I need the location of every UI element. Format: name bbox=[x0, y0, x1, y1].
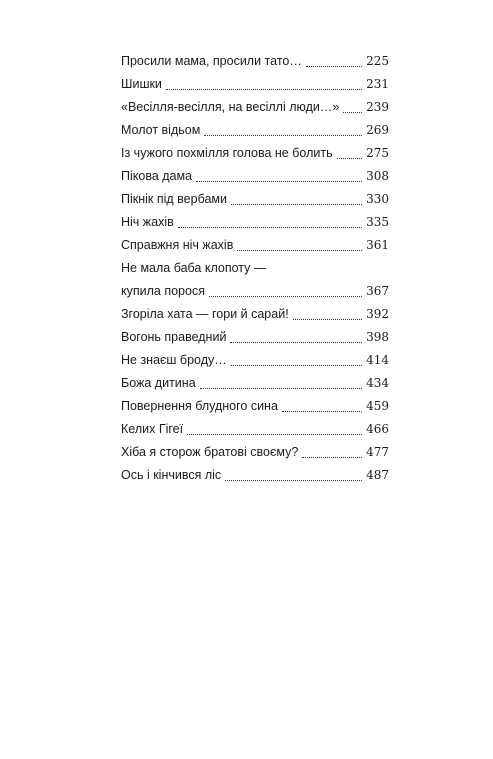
toc-entry bbox=[121, 326, 389, 349]
toc-entry-page: 434 bbox=[366, 376, 389, 390]
toc-entry-page: 414 bbox=[366, 353, 389, 367]
toc-entry-page: 361 bbox=[366, 238, 389, 252]
toc-entry bbox=[121, 303, 389, 326]
toc-entry-second-line bbox=[121, 280, 389, 303]
toc-entry-title: Пікова дама bbox=[121, 169, 193, 183]
toc-entry-page: 330 bbox=[366, 192, 389, 206]
dot-leader bbox=[178, 227, 362, 228]
dot-leader bbox=[166, 89, 362, 90]
toc-entry-title: Шишки bbox=[121, 77, 162, 91]
toc-entry bbox=[121, 349, 389, 372]
dot-leader bbox=[302, 457, 362, 458]
toc-entry bbox=[121, 372, 389, 395]
toc-entry bbox=[121, 441, 389, 464]
toc-entry bbox=[121, 50, 389, 73]
toc-entry-title: Вогонь праведний bbox=[121, 330, 227, 344]
toc-entry-title: Хіба я сторож братові своєму? bbox=[121, 445, 299, 459]
toc-entry-page: 308 bbox=[366, 169, 389, 183]
toc-entry-title: Молот відьом bbox=[121, 123, 201, 137]
toc-entry-title: Пікнік під вербами bbox=[121, 192, 227, 206]
dot-leader bbox=[343, 112, 362, 113]
toc-entry-page: 269 bbox=[366, 123, 389, 137]
toc-entry-title: Ось і кінчився ліс bbox=[121, 468, 222, 482]
dot-leader bbox=[200, 388, 362, 389]
toc-entry bbox=[121, 395, 389, 418]
toc-entry-title: Згоріла хата — гори й сарай! bbox=[121, 307, 289, 321]
toc-entry-page: 459 bbox=[366, 399, 389, 413]
toc-entry-page: 275 bbox=[366, 146, 389, 160]
toc-entry bbox=[121, 96, 389, 119]
dot-leader bbox=[196, 181, 362, 182]
dot-leader bbox=[306, 66, 362, 67]
toc-entry-title: Ніч жахів bbox=[121, 215, 174, 229]
dot-leader bbox=[293, 319, 362, 320]
dot-leader bbox=[231, 365, 362, 366]
toc-entry-title-continued: купила порося bbox=[121, 284, 205, 298]
toc-entry bbox=[121, 119, 389, 142]
toc-entry-title: Справжня ніч жахів bbox=[121, 238, 234, 252]
toc-entry bbox=[121, 188, 389, 211]
toc-entry-title: Просили мама, просили тато… bbox=[121, 54, 302, 68]
toc-entry bbox=[121, 211, 389, 234]
dot-leader bbox=[230, 342, 362, 343]
dot-leader bbox=[282, 411, 362, 412]
toc-entry-title: «Весілля-весілля, на весіллі люди…» bbox=[121, 100, 340, 114]
toc-entry-first-line bbox=[121, 257, 389, 280]
toc-entry bbox=[121, 165, 389, 188]
toc-entry-title: Із чужого похмілля голова не болить bbox=[121, 146, 333, 160]
dot-leader bbox=[231, 204, 362, 205]
toc-entry-page: 367 bbox=[366, 284, 389, 298]
toc-entry-page: 239 bbox=[366, 100, 389, 114]
toc-entry-page: 398 bbox=[366, 330, 389, 344]
toc-entry-page: 335 bbox=[366, 215, 389, 229]
dot-leader bbox=[187, 434, 362, 435]
toc-entry-title: Не знаєш броду… bbox=[121, 353, 227, 367]
toc-entry bbox=[121, 464, 389, 487]
toc-entry-title: Повернення блудного сина bbox=[121, 399, 278, 413]
toc-entry-page: 487 bbox=[366, 468, 389, 482]
toc-entry bbox=[121, 73, 389, 96]
dot-leader bbox=[337, 158, 363, 159]
toc-entry-title: Не мала баба клопоту — bbox=[121, 261, 267, 275]
toc-entry-page: 225 bbox=[366, 54, 389, 68]
toc-entry-title: Келих Гігеї bbox=[121, 422, 184, 436]
table-of-contents bbox=[121, 50, 389, 487]
dot-leader bbox=[225, 480, 362, 481]
toc-entry-page: 392 bbox=[366, 307, 389, 321]
toc-entry-page: 466 bbox=[366, 422, 389, 436]
dot-leader bbox=[209, 296, 362, 297]
toc-entry-page: 231 bbox=[366, 77, 389, 91]
toc-entry bbox=[121, 418, 389, 441]
dot-leader bbox=[237, 250, 362, 251]
toc-entry-page: 477 bbox=[366, 445, 389, 459]
toc-entry bbox=[121, 234, 389, 257]
toc-entry bbox=[121, 257, 389, 303]
toc-entry-title: Божа дитина bbox=[121, 376, 196, 390]
toc-entry bbox=[121, 142, 389, 165]
dot-leader bbox=[204, 135, 362, 136]
